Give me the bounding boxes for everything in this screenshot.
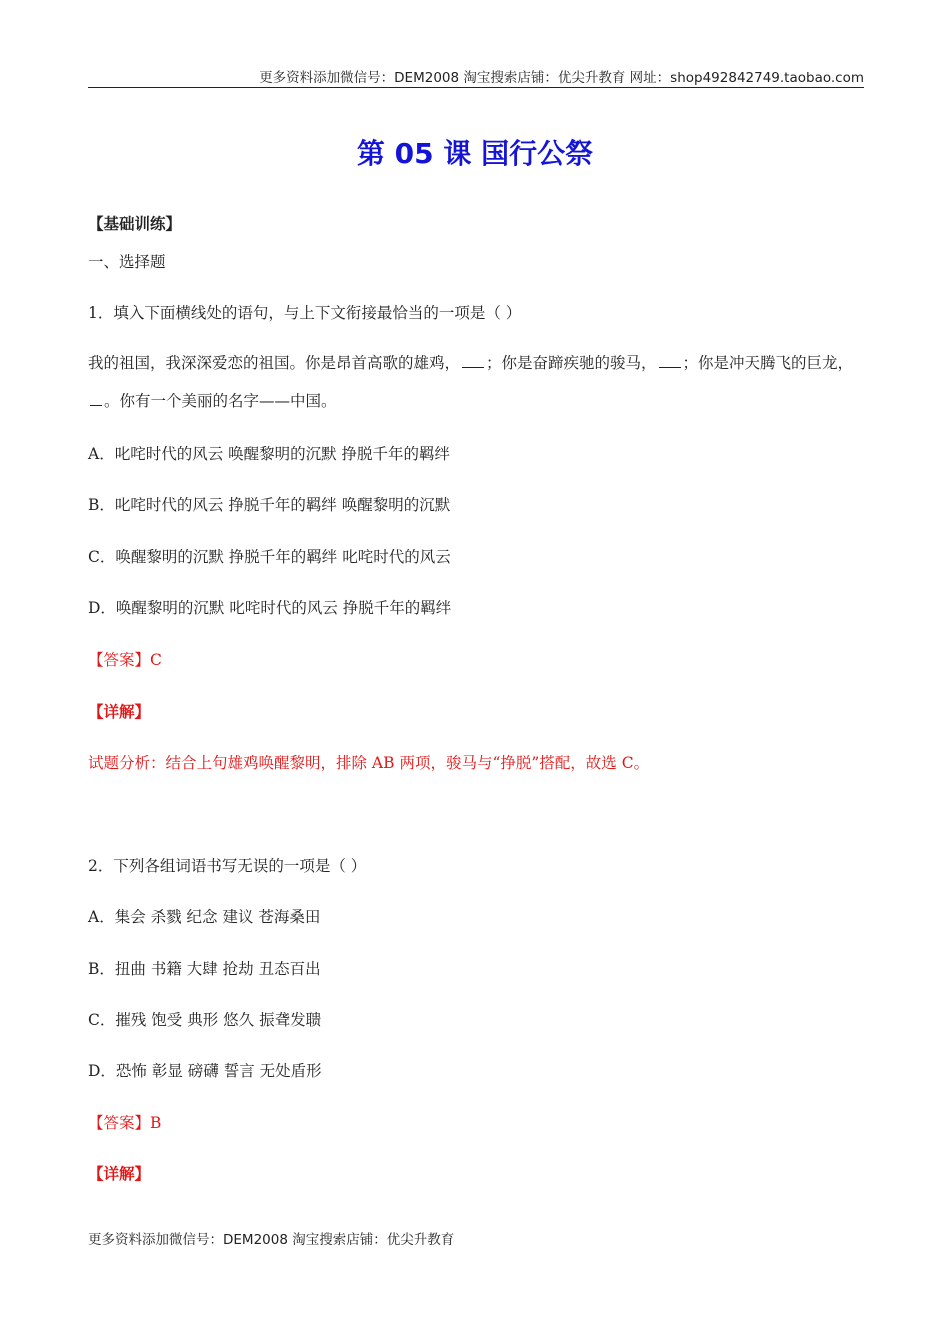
question-2-option-a: A．集会 杀戮 纪念 建议 苍海桑田 <box>88 908 321 926</box>
question-2-detail-label: 【详解】 <box>88 1165 151 1183</box>
question-1-option-a: A．叱咤时代的风云 唤醒黎明的沉默 挣脱千年的羁绊 <box>88 445 451 463</box>
question-1-answer: 【答案】C <box>88 651 162 669</box>
question-2-option-d: D．恐怖 彰显 磅礴 誓言 无处盾形 <box>88 1062 322 1080</box>
page-header: 更多资料添加微信号：DEM2008 淘宝搜索店铺：优尖升教育 网址：shop492842749.taobao.com <box>259 70 864 86</box>
question-1-stem: 1．填入下面横线处的语句，与上下文衔接最恰当的一项是（ ） <box>88 304 522 322</box>
question-2-stem: 2．下列各组词语书写无误的一项是（ ） <box>88 857 367 875</box>
question-1-detail-label: 【详解】 <box>88 703 151 721</box>
part-label: 一、选择题 <box>88 253 166 271</box>
question-1-option-b: B．叱咤时代的风云 挣脱千年的羁绊 唤醒黎明的沉默 <box>88 496 451 514</box>
header-divider <box>88 87 864 88</box>
question-2-option-c: C．摧残 饱受 典形 悠久 振聋发聩 <box>88 1011 322 1029</box>
question-2-option-b: B．扭曲 书籍 大肆 抢劫 丑态百出 <box>88 960 321 978</box>
page-footer: 更多资料添加微信号：DEM2008 淘宝搜索店铺：优尖升教育 <box>88 1232 455 1248</box>
fill-blank <box>659 353 681 368</box>
passage-part-3: ；你是冲天腾飞的巨龙， <box>682 354 854 372</box>
question-1-option-c: C．唤醒黎明的沉默 挣脱千年的羁绊 叱咤时代的风云 <box>88 548 451 566</box>
passage-part-1: 我的祖国，我深深爱恋的祖国。你是昂首高歌的雄鸡， <box>88 354 461 372</box>
question-1-option-d: D．唤醒黎明的沉默 叱咤时代的风云 挣脱千年的羁绊 <box>88 599 452 617</box>
fill-blank <box>90 391 102 406</box>
fill-blank <box>462 353 484 368</box>
section-label: 【基础训练】 <box>88 215 182 233</box>
question-2-answer: 【答案】B <box>88 1114 162 1132</box>
passage-part-4: 。你有一个美丽的名字——中国。 <box>104 392 337 410</box>
question-1-analysis: 试题分析：结合上句雄鸡唤醒黎明，排除 AB 两项，骏马与“挣脱”搭配，故选 C。 <box>88 754 650 772</box>
page-title: 第 05 课 国行公祭 <box>356 137 594 170</box>
passage-part-2: ；你是奋蹄疾驰的骏马， <box>486 354 657 372</box>
question-1-passage <box>88 344 858 420</box>
